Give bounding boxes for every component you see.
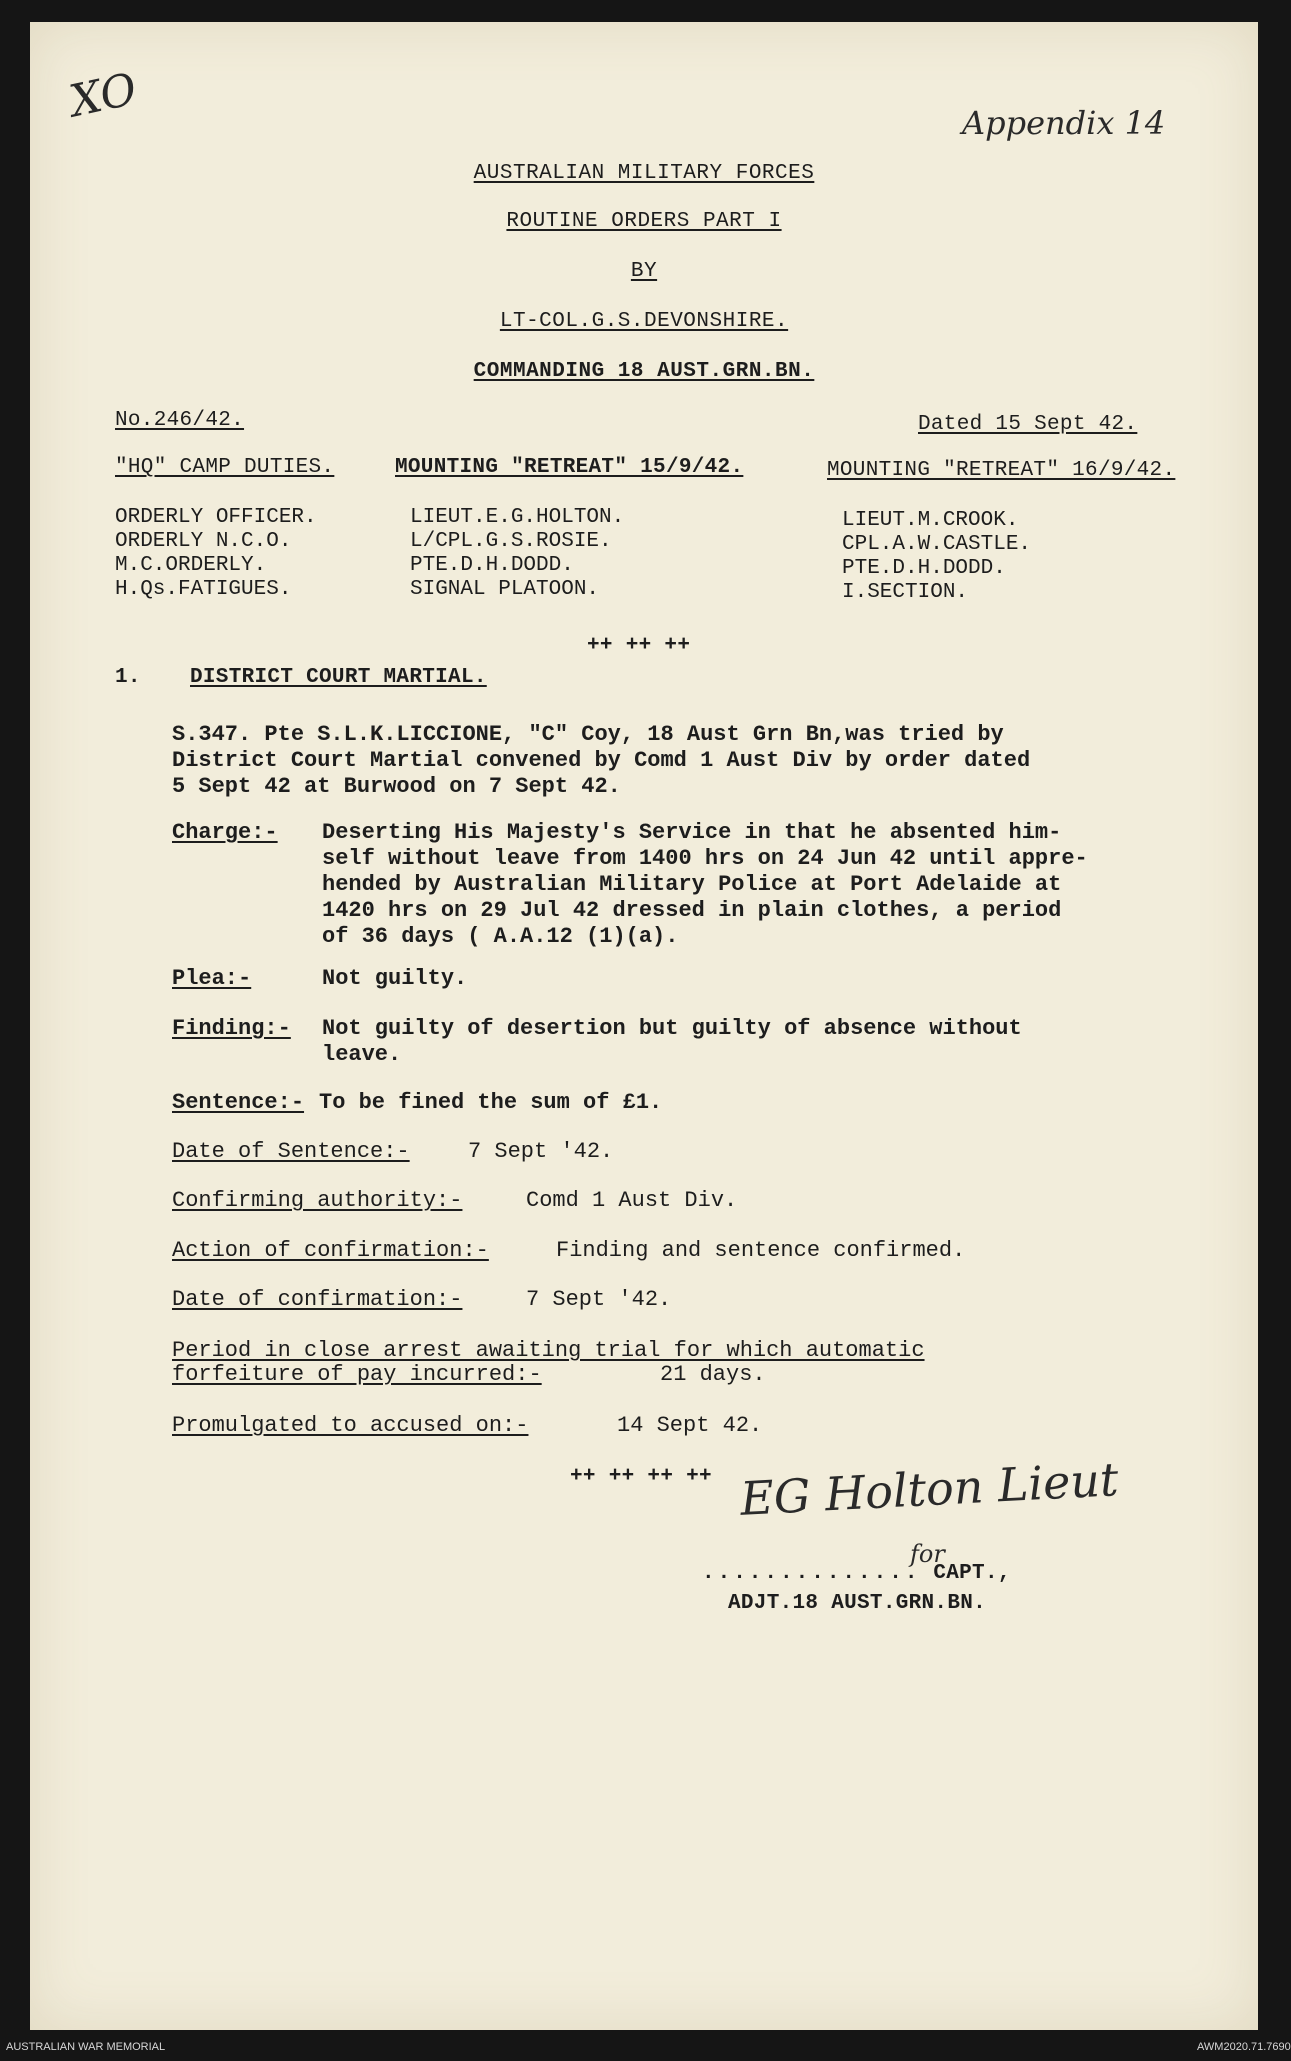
duties-col2-title: MOUNTING "RETREAT" 15/9/42. — [395, 456, 744, 479]
duties-col1 — [115, 506, 317, 602]
finding-line: leave. — [322, 1042, 402, 1067]
duty-row: PTE.D.H.DODD. — [842, 557, 1006, 580]
date-of-sentence-label: Date of Sentence:- — [172, 1139, 410, 1164]
finding-text — [322, 1016, 1022, 1068]
duty-row: M.C.ORDERLY. — [115, 554, 267, 577]
duty-row: ORDERLY N.C.O. — [115, 530, 292, 553]
sentence-value: To be fined the sum of £1. — [319, 1090, 663, 1115]
signature-line — [702, 1562, 1011, 1585]
charge-text — [322, 820, 1088, 950]
order-date: Dated 15 Sept 42. — [918, 413, 1138, 436]
adjutant-title: ADJT.18 AUST.GRN.BN. — [728, 1592, 987, 1615]
duty-row: PTE.D.H.DODD. — [410, 554, 574, 577]
charge-label: Charge:- — [172, 820, 278, 845]
separator-1: ++ ++ ++ — [587, 634, 691, 657]
duty-row: CPL.A.W.CASTLE. — [842, 533, 1032, 556]
plea-label: Plea:- — [172, 966, 252, 991]
duties-col3-title: MOUNTING "RETREAT" 16/9/42. — [827, 459, 1176, 482]
duty-row: LIEUT.E.G.HOLTON. — [410, 506, 625, 529]
plea-value: Not guilty. — [322, 966, 468, 991]
duty-row: SIGNAL PLATOON. — [410, 578, 600, 601]
header-line-5: COMMANDING 18 AUST.GRN.BN. — [473, 360, 815, 383]
date-of-confirmation-value: 7 Sept '42. — [526, 1287, 672, 1312]
charge-line: 1420 hrs on 29 Jul 42 dressed in plain clothes, a period — [322, 898, 1062, 923]
intro-line: District Court Martial convened by Comd 1 Aust Div by order dated — [172, 748, 1031, 773]
charge-line: hended by Australian Military Police at Port Adelaide at — [322, 872, 1062, 897]
order-number: No.246/42. — [115, 409, 245, 432]
duty-row: L/CPL.G.S.ROSIE. — [410, 530, 612, 553]
charge-line: self without leave from 1400 hrs on 24 Jun 42 until appre- — [322, 846, 1088, 871]
sentence-label: Sentence:- — [172, 1090, 305, 1115]
duties-col2 — [410, 506, 624, 602]
charge-line: of 36 days ( A.A.12 (1)(a). — [322, 924, 679, 949]
header-line-2: ROUTINE ORDERS PART I — [506, 210, 782, 233]
period-label-line2: forfeiture of pay incurred:- — [172, 1362, 542, 1387]
margin-note: XO — [65, 63, 142, 128]
intro-line: S.347. Pte S.L.K.LICCIONE, "C" Coy, 18 Aust Grn Bn,was tried by — [172, 722, 1004, 747]
footer-source: AUSTRALIAN WAR MEMORIAL — [6, 2041, 166, 2053]
duties-col3 — [842, 509, 1031, 605]
signature-for: for — [910, 1540, 945, 1568]
document-page — [30, 22, 1258, 2030]
intro-line: 5 Sept 42 at Burwood on 7 Sept 42. — [172, 774, 621, 799]
confirming-authority-value: Comd 1 Aust Div. — [526, 1188, 738, 1213]
finding-label: Finding:- — [172, 1016, 291, 1041]
charge-line: Deserting His Majesty's Service in that he absented him- — [322, 820, 1062, 845]
duties-col1-title: "HQ" CAMP DUTIES. — [115, 456, 335, 479]
signature-dots: .............. — [702, 1562, 921, 1585]
date-of-confirmation-label: Date of confirmation:- — [172, 1287, 463, 1312]
action-of-confirmation-label: Action of confirmation:- — [172, 1238, 489, 1263]
header-line-4: LT-COL.G.S.DEVONSHIRE. — [499, 310, 789, 333]
header-line-3: BY — [630, 260, 658, 283]
period-label-line1: Period in close arrest awaiting trial for which automatic — [172, 1338, 925, 1363]
section-intro — [172, 722, 1030, 800]
period-value: 21 days. — [660, 1362, 766, 1387]
separator-2: ++ ++ ++ ++ — [570, 1465, 712, 1488]
duty-row: LIEUT.M.CROOK. — [842, 509, 1019, 532]
handwritten-signature: EG Holton Lieut — [738, 1452, 1120, 1526]
duty-row: I.SECTION. — [842, 581, 969, 604]
confirming-authority-label: Confirming authority:- — [172, 1188, 463, 1213]
signature-rank: CAPT., — [933, 1562, 1011, 1585]
duty-row: ORDERLY OFFICER. — [115, 506, 317, 529]
action-of-confirmation-value: Finding and sentence confirmed. — [556, 1238, 966, 1263]
date-of-sentence-value: 7 Sept '42. — [468, 1139, 614, 1164]
header-line-1: AUSTRALIAN MILITARY FORCES — [473, 162, 815, 185]
finding-line: Not guilty of desertion but guilty of absence without — [322, 1016, 1022, 1041]
appendix-note: Appendix 14 — [962, 104, 1166, 142]
section-number: 1. — [115, 666, 141, 689]
promulgated-label: Promulgated to accused on:- — [172, 1413, 529, 1438]
section-title: DISTRICT COURT MARTIAL. — [190, 666, 487, 689]
duty-row: H.Qs.FATIGUES. — [115, 578, 292, 601]
promulgated-value: 14 Sept 42. — [617, 1413, 763, 1438]
footer-accession: AWM2020.71.7690 — [1197, 2041, 1291, 2053]
